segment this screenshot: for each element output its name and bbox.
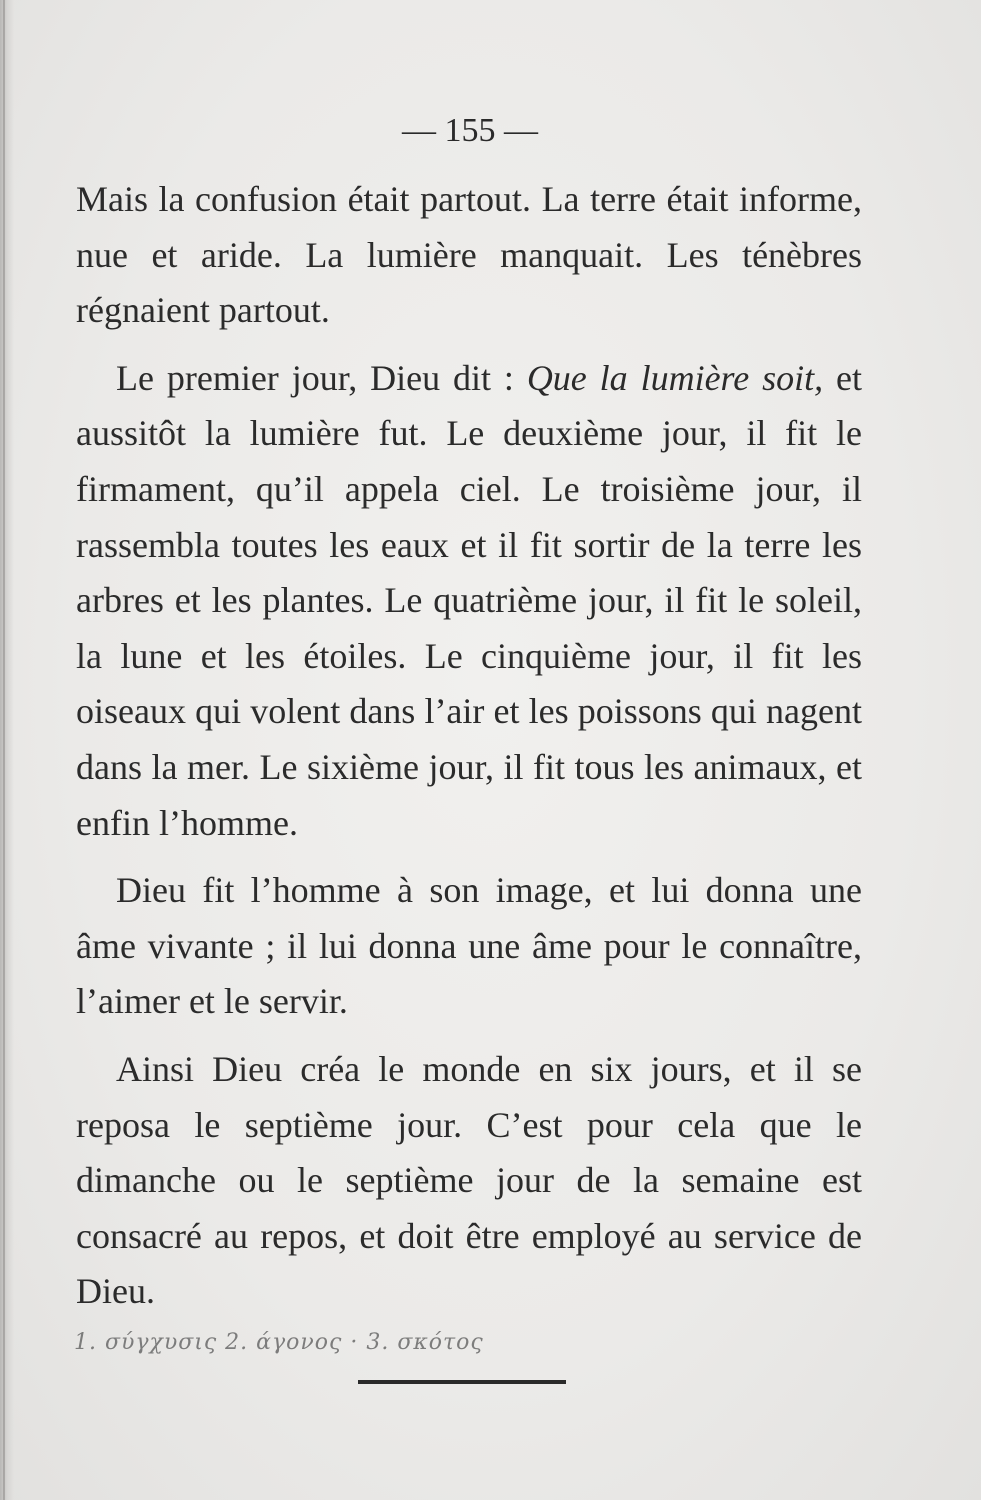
paragraph-4-text: Ainsi Dieu créa le monde en six jours, et il se reposa le septième jour. C’est pour cela que le dimanche ou le septième jour de la semaine est consacré au repos, et doit être employé au service de Dieu.	[76, 1048, 862, 1312]
paragraph-3	[76, 863, 862, 1030]
body-text	[76, 172, 862, 1320]
paragraph-1-text: Mais la confusion était partout. La terre était informe, nue et aride. La lumière manquait. Les ténèbres régnaient partout.	[76, 179, 862, 331]
paragraph-4	[76, 1042, 862, 1320]
paragraph-2	[76, 351, 862, 851]
page-number: — 155 —	[402, 112, 538, 149]
paragraph-2-italic-quote: Que la lumière soit,	[526, 357, 824, 398]
paragraph-2-text-b: et aussitôt la lumière fut. Le deuxième jour, il fit le firmament, qu’il appela ciel. Le troisième jour, il rassembla toutes les eaux et il fit sortir de la terre les arbres et les plantes. Le quatrième jour, il fit le soleil, la lune et les étoiles. Le cinquième jour, il fit les oiseaux qui volent dans l’air et les poissons qui nagent dans la mer. Le sixième jour, il fit tous les animaux, et enfin l’homme.	[76, 357, 862, 843]
paragraph-2-text-a: Le premier jour, Dieu dit :	[116, 357, 527, 398]
end-rule	[358, 1380, 566, 1384]
paragraph-1	[76, 172, 862, 339]
binding-edge	[3, 0, 5, 1500]
handwritten-note: 1. σύγχυσις 2. άγονος · 3. σκότος	[74, 1330, 484, 1355]
paragraph-3-text: Dieu fit l’homme à son image, et lui donna une âme vivante ; il lui donna une âme pour le connaître, l’aimer et le servir.	[76, 870, 862, 1022]
